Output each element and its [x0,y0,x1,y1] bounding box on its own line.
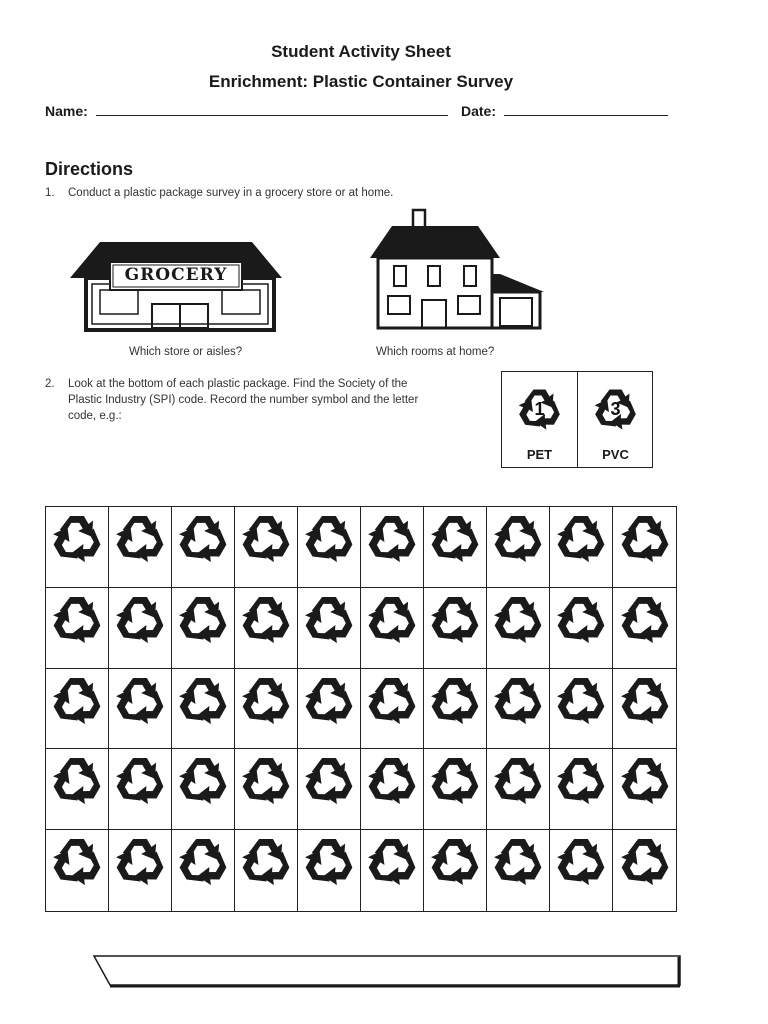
recycle-icon [301,673,357,729]
grid-cell[interactable] [109,749,172,830]
step-2-number: 2. [45,378,55,390]
grid-cell[interactable] [613,588,676,669]
grid-cell[interactable] [361,749,424,830]
grid-cell[interactable] [46,830,109,911]
footer-banner [90,952,682,992]
step-2-line-2: Plastic Industry (SPI) code. Record the number symbol and the letter [68,394,419,406]
recycle-icon [427,511,483,567]
recycle-icon [553,753,609,809]
recording-grid [45,506,677,912]
recycle-icon [364,673,420,729]
grid-cell[interactable] [424,588,487,669]
grid-cell[interactable] [613,669,676,750]
grid-cell[interactable] [361,830,424,911]
grid-cell[interactable] [361,507,424,588]
recycle-icon [112,753,168,809]
step-2-line-3: code, e.g.: [68,410,122,422]
recycle-icon [112,673,168,729]
grid-cell[interactable] [361,588,424,669]
recycle-icon [301,753,357,809]
grid-cell[interactable] [46,669,109,750]
recycle-icon [175,834,231,890]
recycle-icon [301,511,357,567]
grid-cell[interactable] [487,749,550,830]
recycle-icon [49,592,105,648]
grid-cell[interactable] [172,507,235,588]
recycle-icon [238,753,294,809]
grid-cell[interactable] [298,669,361,750]
recycle-icon [617,511,673,567]
name-label: Name: [45,103,88,119]
grid-cell[interactable] [298,749,361,830]
recycle-icon [175,511,231,567]
sheet-title: Student Activity Sheet [271,42,451,61]
grid-cell[interactable] [109,507,172,588]
name-field-line[interactable] [96,103,448,116]
recycle-icon [175,673,231,729]
grid-cell[interactable] [298,830,361,911]
recycle-icon [427,753,483,809]
grid-cell[interactable] [550,507,613,588]
example-pet-number: 1 [534,399,545,419]
grid-cell[interactable] [109,669,172,750]
grid-cell[interactable] [613,507,676,588]
grid-cell[interactable] [235,749,298,830]
grid-cell[interactable] [550,749,613,830]
recycle-icon [427,592,483,648]
grid-cell[interactable] [550,830,613,911]
recycle-icon [490,673,546,729]
grid-cell[interactable] [172,588,235,669]
grid-cell[interactable] [46,749,109,830]
grocery-sign-text: GROCERY [124,265,228,285]
recycle-icon [490,511,546,567]
grid-cell[interactable] [172,669,235,750]
grid-cell[interactable] [298,588,361,669]
grid-cell[interactable] [487,669,550,750]
grocery-store-drawing [66,240,286,332]
example-pet-code: PET [526,447,553,462]
recycle-icon [364,834,420,890]
grid-cell[interactable] [550,588,613,669]
date-row [461,103,668,119]
recycle-icon [490,834,546,890]
grid-cell[interactable] [235,588,298,669]
grid-cell[interactable] [298,507,361,588]
recycle-icon [490,753,546,809]
recycle-icon [238,673,294,729]
recycle-icon [427,673,483,729]
spi-code-examples [501,371,653,468]
grid-cell[interactable] [235,669,298,750]
grid-cell[interactable] [424,669,487,750]
recycle-icon [553,673,609,729]
example-pvc-number: 3 [610,399,621,419]
recycle-icon [238,511,294,567]
caption-home: Which rooms at home? [376,346,495,358]
grid-cell[interactable] [550,669,613,750]
recycle-icon [175,592,231,648]
date-field-line[interactable] [504,103,668,116]
grid-cell[interactable] [172,749,235,830]
recycle-icon [238,592,294,648]
recycle-icon [49,673,105,729]
recycle-icon [617,834,673,890]
step-1 [45,185,465,201]
recycle-icon [617,673,673,729]
grid-cell[interactable] [424,830,487,911]
grid-cell[interactable] [424,749,487,830]
directions-heading: Directions [45,159,134,179]
house-drawing [368,208,548,332]
step-2-line-1: Look at the bottom of each plastic package. Find the Society of the [68,378,408,390]
example-pet [502,372,577,467]
grid-cell[interactable] [487,588,550,669]
grid-cell[interactable] [235,830,298,911]
recycle-icon [49,834,105,890]
recycle-icon [617,753,673,809]
date-label: Date: [461,103,497,119]
sheet-subtitle: Enrichment: Plastic Container Survey [208,72,514,91]
step-2 [45,376,465,424]
grid-cell[interactable] [361,669,424,750]
caption-store: Which store or aisles? [129,346,243,358]
name-row [45,103,448,119]
recycle-icon [112,511,168,567]
grid-cell[interactable] [109,830,172,911]
recycle-icon [49,511,105,567]
example-pvc [577,372,653,467]
recycle-icon [553,592,609,648]
recycle-icon [112,834,168,890]
recycle-icon [553,511,609,567]
recycle-icon [301,592,357,648]
recycle-icon [175,753,231,809]
grid-cell[interactable] [613,830,676,911]
grid-cell[interactable] [46,507,109,588]
recycle-icon [364,511,420,567]
recycle-icon [364,592,420,648]
grid-cell[interactable] [487,507,550,588]
grid-cell[interactable] [487,830,550,911]
grid-cell[interactable] [235,507,298,588]
grid-cell[interactable] [46,588,109,669]
recycle-icon [238,834,294,890]
recycle-icon [49,753,105,809]
grid-cell[interactable] [109,588,172,669]
grid-cell[interactable] [613,749,676,830]
grid-cell[interactable] [424,507,487,588]
recycle-icon [617,592,673,648]
recycle-icon [112,592,168,648]
example-pvc-code: PVC [602,447,629,462]
step-1-text: Conduct a plastic package survey in a grocery store or at home. [68,187,394,199]
recycle-icon [301,834,357,890]
recycle-icon [490,592,546,648]
recycle-icon [364,753,420,809]
step-1-number: 1. [45,187,55,199]
grid-cell[interactable] [172,830,235,911]
recycle-icon [427,834,483,890]
recycle-icon [553,834,609,890]
